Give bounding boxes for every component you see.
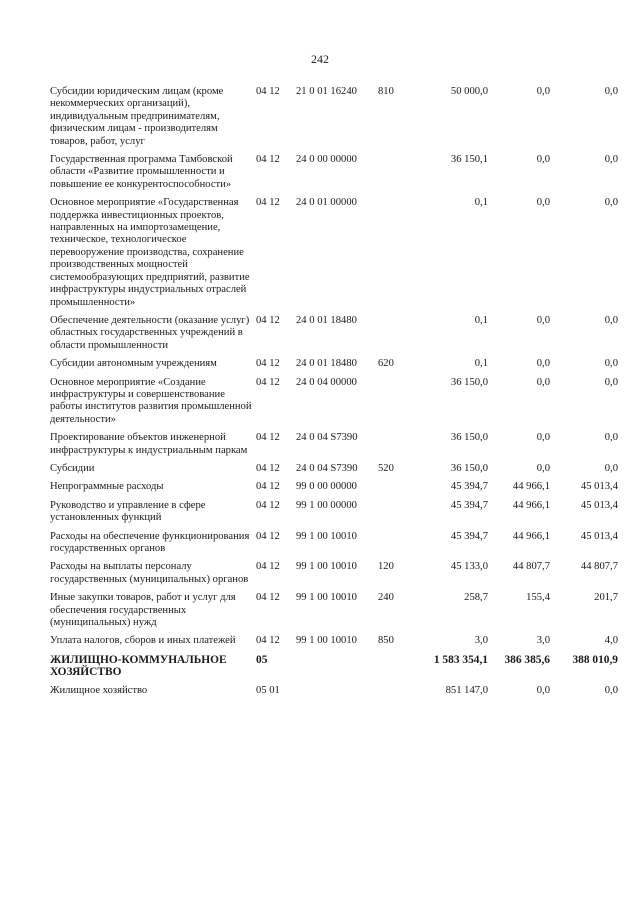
- row-amount-2: 44 966,1: [512, 499, 550, 511]
- row-section-code: 04 12: [256, 561, 280, 573]
- row-amount-1: 0,1: [474, 197, 488, 209]
- row-expense-type: 810: [378, 86, 394, 97]
- row-expense-type: 520: [378, 462, 394, 474]
- row-section-code: 04 12: [256, 376, 280, 388]
- row-amount-1: 36 150,0: [450, 432, 488, 444]
- row-amount-1: 851 147,0: [445, 684, 488, 696]
- row-target-article: 99 1 00 10010: [296, 592, 357, 604]
- row-expense-type: [378, 500, 408, 531]
- row-amount-3: 0,0: [604, 684, 618, 696]
- row-name: Иные закупки товаров, работ и услуг для обеспечения государственных (муниципальных) нужд: [50, 592, 236, 629]
- row-target-article: 99 1 00 00000: [296, 499, 357, 511]
- row-target-article: [296, 654, 378, 685]
- row-amount-2: 0,0: [536, 197, 550, 209]
- row-expense-type: [378, 154, 408, 197]
- row-target-article: 24 0 04 S7390: [296, 432, 358, 444]
- row-target-article: 24 0 04 S7390: [296, 462, 358, 474]
- row-name: ЖИЛИЩНО-КОММУНАЛЬНОЕ ХОЗЯЙСТВО: [50, 653, 227, 679]
- row-amount-2: 0,0: [536, 154, 550, 166]
- row-amount-2: 0,0: [536, 86, 550, 97]
- row-target-article: [296, 685, 378, 703]
- row-amount-3: 201,7: [594, 592, 618, 604]
- table-row: [50, 500, 618, 531]
- row-section-code: 04 12: [256, 530, 280, 542]
- row-target-article: 99 0 00 00000: [296, 481, 357, 493]
- row-section-code: 05 01: [256, 684, 280, 696]
- row-amount-3: 0,0: [604, 462, 618, 474]
- row-amount-3: 45 013,4: [580, 481, 618, 493]
- row-expense-type: [378, 432, 408, 463]
- table-row: [50, 86, 618, 154]
- table-row: [50, 481, 618, 499]
- row-section-code: 04 12: [256, 154, 280, 166]
- table-row: [50, 685, 618, 703]
- row-expense-type: 240: [378, 592, 394, 604]
- row-target-article: 24 0 01 00000: [296, 197, 357, 209]
- table-row: [50, 635, 618, 653]
- row-name: Основное мероприятие «Создание инфраструктуры и совершенствование работы институтов развития промышленной деятельности»: [50, 376, 252, 425]
- row-expense-type: [378, 654, 408, 685]
- row-amount-2: 0,0: [536, 314, 550, 326]
- table-row: [50, 531, 618, 562]
- row-amount-3: 45 013,4: [580, 530, 618, 542]
- row-amount-2: 0,0: [536, 376, 550, 388]
- table-row: [50, 654, 618, 685]
- row-amount-1: 36 150,0: [450, 462, 488, 474]
- row-target-article: 24 0 04 00000: [296, 376, 357, 388]
- row-name: Непрограммные расходы: [50, 481, 164, 493]
- row-name: Расходы на выплаты персоналу государственных (муниципальных) органов: [50, 561, 249, 585]
- budget-table: [50, 86, 618, 703]
- table-row: [50, 154, 618, 197]
- row-name: Расходы на обеспечение функционирования государственных органов: [50, 530, 250, 554]
- row-expense-type: [378, 685, 408, 703]
- table-row: [50, 358, 618, 376]
- row-section-code: 04 12: [256, 432, 280, 444]
- row-amount-3: 0,0: [604, 197, 618, 209]
- row-target-article: 21 0 01 16240: [296, 86, 357, 97]
- page-number: 242: [311, 52, 329, 66]
- row-amount-1: 45 133,0: [450, 561, 488, 573]
- row-amount-1: 0,1: [474, 358, 488, 370]
- row-amount-2: 44 966,1: [512, 481, 550, 493]
- row-section-code: 05: [256, 653, 268, 666]
- row-section-code: 04 12: [256, 635, 280, 647]
- table-row: [50, 315, 618, 358]
- row-amount-2: 155,4: [526, 592, 550, 604]
- row-amount-1: 45 394,7: [450, 530, 488, 542]
- row-target-article: 99 1 00 10010: [296, 561, 357, 573]
- row-amount-3: 45 013,4: [580, 499, 618, 511]
- row-name: Проектирование объектов инженерной инфраструктуры к индустриальным паркам: [50, 432, 248, 456]
- row-amount-2: 44 966,1: [512, 530, 550, 542]
- row-amount-3: 44 807,7: [580, 561, 618, 573]
- row-amount-3: 0,0: [604, 314, 618, 326]
- row-amount-1: 258,7: [464, 592, 488, 604]
- row-target-article: 24 0 00 00000: [296, 154, 357, 166]
- row-name: Руководство и управление в сфере установленных функций: [50, 499, 206, 524]
- row-name: Обеспечение деятельности (оказание услуг) областных государственных учреждений в области промышленности: [50, 314, 250, 351]
- row-amount-2: 3,0: [536, 635, 550, 647]
- row-amount-3: 0,0: [604, 358, 618, 370]
- table-row: [50, 592, 618, 635]
- table-row: [50, 197, 618, 315]
- row-target-article: 24 0 01 18480: [296, 314, 357, 326]
- row-amount-1: 45 394,7: [450, 499, 488, 511]
- row-target-article: 99 1 00 10010: [296, 635, 357, 647]
- row-name: Государственная программа Тамбовской области «Развитие промышленности и повышение ее конкурентоспособности»: [50, 154, 233, 190]
- table-row: [50, 377, 618, 433]
- row-expense-type: [378, 531, 408, 562]
- row-expense-type: [378, 197, 408, 315]
- row-amount-1: 50 000,0: [450, 86, 488, 97]
- row-amount-2: 386 385,6: [504, 653, 550, 666]
- table-row: [50, 561, 618, 592]
- row-amount-1: 3,0: [474, 635, 488, 647]
- row-expense-type: 120: [378, 561, 394, 573]
- table-row: [50, 432, 618, 463]
- row-section-code: 04 12: [256, 592, 280, 604]
- row-name: Основное мероприятие «Государственная поддержка инвестиционных проектов, направленных на импортозамещение, техническое, технологическое перевооружение производства, сохранение производственных мощностей системообразующих предприятий, развитие инфраструктуры индустриальных отраслей промышленности»: [50, 197, 250, 308]
- table-row: [50, 463, 618, 481]
- row-amount-2: 0,0: [536, 358, 550, 370]
- row-name: Субсидии автономным учреждениям: [50, 358, 217, 370]
- row-amount-1: 36 150,0: [450, 376, 488, 388]
- row-amount-3: 388 010,9: [572, 653, 618, 666]
- row-amount-2: 0,0: [536, 684, 550, 696]
- row-name: Уплата налогов, сборов и иных платежей: [50, 635, 236, 647]
- row-amount-3: 0,0: [604, 376, 618, 388]
- row-amount-1: 1 583 354,1: [433, 653, 488, 666]
- row-amount-2: 0,0: [536, 462, 550, 474]
- row-amount-1: 0,1: [474, 314, 488, 326]
- row-expense-type: 620: [378, 358, 394, 370]
- row-expense-type: [378, 315, 408, 358]
- row-expense-type: 850: [378, 635, 394, 647]
- row-section-code: 04 12: [256, 197, 280, 209]
- row-expense-type: [378, 481, 408, 499]
- row-amount-3: 0,0: [604, 154, 618, 166]
- row-amount-2: 44 807,7: [512, 561, 550, 573]
- row-target-article: 99 1 00 10010: [296, 530, 357, 542]
- row-amount-3: 0,0: [604, 432, 618, 444]
- row-name: Жилищное хозяйство: [50, 684, 148, 696]
- budget-rows: [50, 86, 618, 703]
- row-amount-1: 45 394,7: [450, 481, 488, 493]
- row-section-code: 04 12: [256, 358, 280, 370]
- row-section-code: 04 12: [256, 499, 280, 511]
- row-name: Субсидии юридическим лицам (кроме некоммерческих организаций), индивидуальным предпринимателям, физическим лицам - производителям товаров, работ, услуг: [50, 86, 224, 147]
- row-section-code: 04 12: [256, 462, 280, 474]
- row-section-code: 04 12: [256, 481, 280, 493]
- row-name: Субсидии: [50, 462, 95, 474]
- row-target-article: 24 0 01 18480: [296, 358, 357, 370]
- row-expense-type: [378, 377, 408, 433]
- row-amount-2: 0,0: [536, 432, 550, 444]
- row-amount-3: 0,0: [604, 86, 618, 97]
- row-amount-3: 4,0: [604, 635, 618, 647]
- row-section-code: 04 12: [256, 314, 280, 326]
- row-amount-1: 36 150,1: [450, 154, 488, 166]
- row-section-code: 04 12: [256, 86, 280, 97]
